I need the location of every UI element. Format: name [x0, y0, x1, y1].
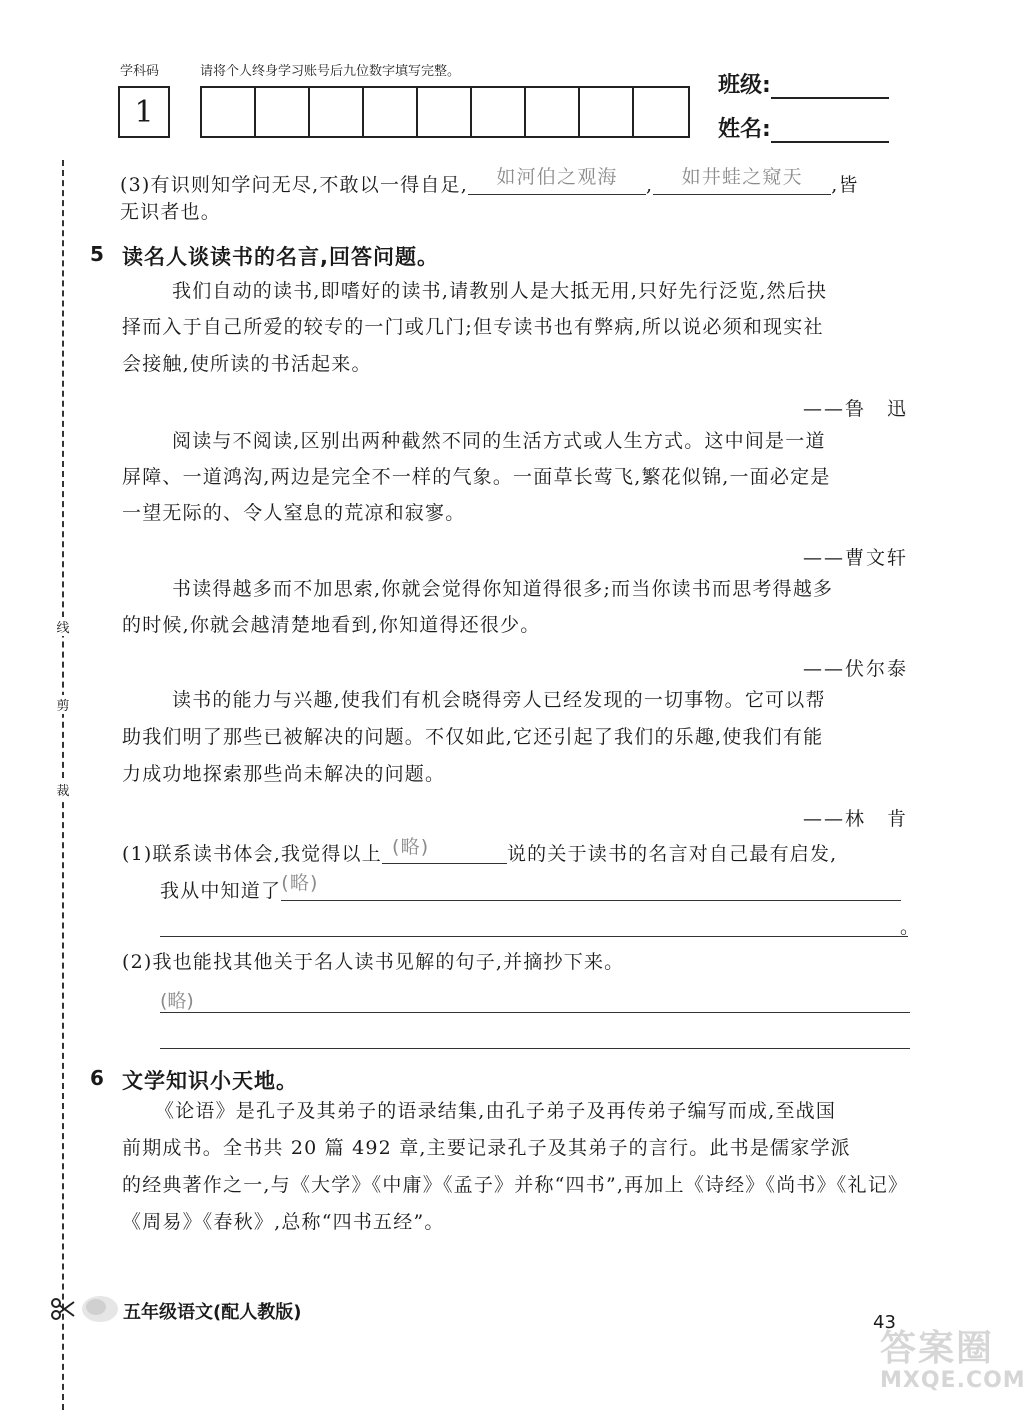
quote2-line: 阅读与不阅读,区别出两种截然不同的生活方式或人生方式。这中间是一道 — [172, 430, 826, 452]
item3-separator: , — [646, 174, 654, 196]
item3-suffix: ,皆 — [831, 174, 859, 196]
quote3-line: 书读得越多而不加思索,你就会觉得你知道得很多;而当你读书而思考得越多 — [172, 578, 834, 600]
q5-sub2-answer-line[interactable]: (略) — [160, 986, 910, 1013]
footer-book-label: 五年级语文(配人教版) — [123, 1302, 302, 1323]
quote2-author: ——曹文轩 — [802, 547, 908, 569]
quote1-author: ——鲁 迅 — [802, 398, 908, 420]
account-digit-box[interactable] — [418, 88, 472, 136]
quote4-line: 读书的能力与兴趣,使我们有机会晓得旁人已经发现的一切事物。它可以帮 — [172, 689, 826, 711]
quote3-line: 的时候,你就会越清楚地看到,你知道得还很少。 — [122, 614, 541, 636]
q5-sub2-answer-line2[interactable] — [160, 1048, 910, 1049]
account-instruction: 请将个人终身学习账号后九位数字填写完整。 — [200, 64, 461, 79]
q5-sub1-line2-prefix: 我从中知道了 — [160, 880, 282, 902]
quote1-line: 择而入于自己所爱的较专的一门或几门;但专读书也有弊病,所以说必须和现实社 — [122, 316, 824, 338]
item3-answer1[interactable]: 如河伯之观海 — [468, 168, 646, 195]
q6-line: 《周易》《春秋》,总称“四书五经”。 — [122, 1211, 445, 1233]
account-digit-box[interactable] — [472, 88, 526, 136]
q6-line: 前期成书。全书共 20 篇 492 章,主要记录孔子及其弟子的言行。此书是儒家学派 — [122, 1137, 851, 1159]
q5-sub1-suffix: 说的关于读书的名言对自己最有启发, — [506, 843, 838, 865]
item3-line2: 无识者也。 — [120, 201, 222, 223]
subject-code-box: 1 — [118, 86, 170, 138]
quote4-author: ——林 肯 — [802, 808, 908, 830]
q5-number: 5 — [90, 242, 104, 266]
item3-answer2[interactable]: 如井蛙之窥天 — [653, 168, 831, 195]
subject-code-label: 学科码 — [120, 64, 160, 79]
q6-line: 《论语》是孔子及其弟子的语录结集,由孔子弟子及再传弟子编写而成,至战国 — [155, 1100, 837, 1122]
name-input-line[interactable] — [771, 115, 889, 143]
q5-sub1-line2 — [160, 874, 901, 901]
cut-mark-char: 线 — [52, 617, 74, 636]
class-input-line[interactable] — [771, 71, 889, 99]
q5-sub2-answer-row — [160, 986, 910, 1013]
quote2-line: 一望无际的、令人窒息的荒凉和寂寥。 — [122, 502, 466, 524]
q5-title: 读名人谈读书的名言,回答问题。 — [122, 245, 439, 269]
q5-sub1-line1 — [122, 838, 837, 864]
scissors-icon — [50, 1296, 76, 1322]
quote3-author: ——伏尔泰 — [802, 658, 908, 680]
account-digit-box[interactable] — [202, 88, 256, 136]
account-digit-box[interactable] — [580, 88, 634, 136]
q6-line: 的经典著作之一,与《大学》《中庸》《孟子》并称“四书”,再加上《诗经》《尚书》《礼记》 — [122, 1174, 909, 1196]
quote1-line: 我们自动的读书,即嗜好的读书,请教别人是大抵无用,只好先行泛览,然后抉 — [172, 280, 828, 302]
name-field — [718, 112, 889, 143]
footer-badge-icon — [80, 1293, 120, 1325]
watermark-url: MXQE.COM — [880, 1368, 1026, 1393]
q6-title: 文学知识小天地。 — [122, 1069, 298, 1093]
account-number-boxes[interactable] — [200, 86, 690, 138]
item3-line1 — [120, 168, 859, 195]
watermark-logo: 答案圈 — [880, 1328, 995, 1369]
cut-mark-char: 剪 — [52, 695, 74, 714]
item3-prefix: (3)有识则知学问无尽,不敢以一得自足, — [120, 174, 468, 196]
q5-sub1-prefix: (1)联系读书体会,我觉得以上 — [122, 843, 382, 865]
q5-sub1-blank[interactable]: (略) — [382, 838, 507, 864]
class-field — [718, 68, 889, 99]
account-digit-box[interactable] — [310, 88, 364, 136]
q6-number: 6 — [90, 1066, 104, 1090]
cut-mark-char: 裁 — [52, 780, 74, 799]
page-number: 43 — [873, 1312, 896, 1333]
account-digit-box[interactable] — [526, 88, 580, 136]
q5-sub1-end-mark: 。 — [900, 916, 921, 938]
q5-sub2-text: (2)我也能找其他关于名人读书见解的句子,并摘抄下来。 — [122, 951, 625, 973]
name-label: 姓名: — [718, 117, 771, 142]
q5-sub1-answer-line2[interactable] — [160, 936, 908, 937]
account-digit-box[interactable] — [634, 88, 688, 136]
quote2-line: 屏障、一道鸿沟,两边是完全不一样的气象。一面草长莺飞,繁花似锦,一面必定是 — [122, 466, 831, 488]
account-digit-box[interactable] — [256, 88, 310, 136]
quote4-line: 助我们明了那些已被解决的问题。不仅如此,它还引起了我们的乐趣,使我们有能 — [122, 726, 824, 748]
quote1-line: 会接触,使所读的书活起来。 — [122, 353, 372, 375]
quote4-line: 力成功地探索那些尚未解决的问题。 — [122, 763, 446, 785]
class-label: 班级: — [718, 73, 771, 98]
q5-sub1-answer-line[interactable]: (略) — [281, 874, 901, 901]
account-digit-box[interactable] — [364, 88, 418, 136]
